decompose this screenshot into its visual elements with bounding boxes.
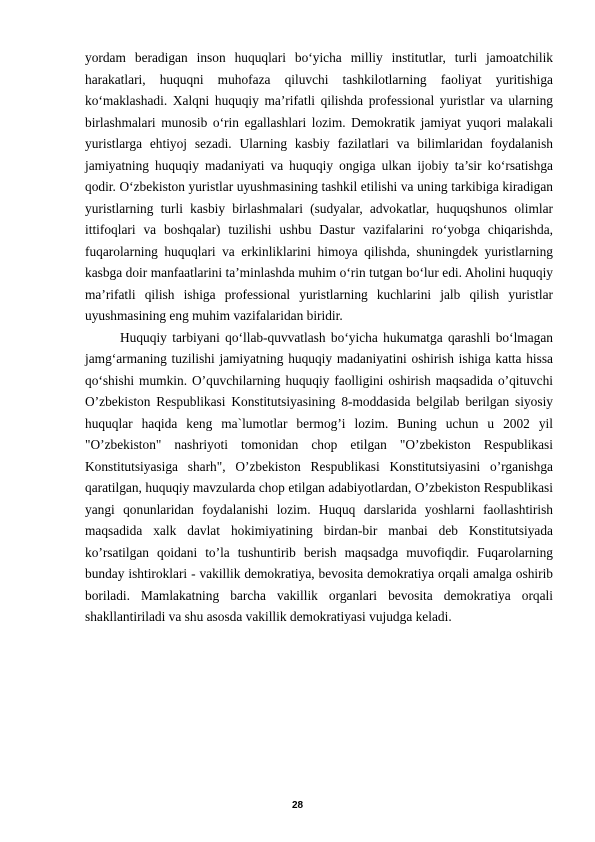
body-text (85, 47, 553, 628)
paragraph-1: yordam beradigan inson huquqlari bo‘yicha milliy institutlar, turli jamoatchilik harakatlari, huquqni muhofaza qiluvchi tashkilotlarning faoliyat yuritishiga ko‘maklashadi. Xalqni huquqiy ma’rifatli qilishda professional yuristlar va ularning birlashmalari munosib o‘rin egallashlari lozim. Demokratik jamiyat yuqori malakali yuristlarga ehtiyoj sezadi. Ularning kasbiy fazilatlari va bilimlaridan foydalanish jamiyatning huquqiy madaniyati va huquqiy ongiga ulkan ijobiy ta’sir ko‘rsatishga qodir. O‘zbekiston yuristlar uyushmasining tashkil etilishi va uning tarkibiga kiradigan yuristlarning turli kasbiy birlashmalari (sudyalar, advokatlar, huquqshunos olimlar ittifoqlari va boshqalar) tuzilishi ushbu Dastur vazifalarini ro‘yobga chiqarishda, fuqarolarning huquqlari va erkinliklarini himoya qilishda, shuningdek yuristlarning kasbga doir manfaatlarini ta’minlashda muhim o‘rin tutgan bo‘lur edi. Aholini huquqiy ma’rifatli qilish ishiga professional yuristlarning kuchlarini jalb qilish yuristlar uyushmasining eng muhim vazifalaridan biridir. (85, 50, 553, 323)
page-number: 28 (291, 800, 304, 811)
paragraph-2: Huquqiy tarbiyani qo‘llab-quvvatlash bo‘yicha hukumatga qarashli bo‘lmagan jamg‘armaning tuzilishi jamiyatning huquqiy madaniyatini oshirish ishiga katta hissa qo‘shishi mumkin. O’quvchilarning huquqiy faolligini oshirish maqsadida o’qituvchi O’zbekiston Respublikasi Konstitutsiyasining 8-moddasida belgilab berilgan siyosiy huquqlar haqida keng ma`lumotlar bermog’i lozim. Buning uchun u 2002 yil "O’zbekiston" nashriyoti tomonidan chop etilgan "O’zbekiston Respublikasi Konstitutsiyasiga sharh", O’zbekiston Respublikasi Konstitutsiyasini o’rganishga qaratilgan, huquqiy mavzularda chop etilgan adabiyotlardan, O’zbekiston Respublikasi yangi qonunlaridan foydalanishi lozim. Huquq darslarida yoshlarni faollashtirish maqsadida xalk davlat hokimiyatining birdan-bir manbai deb Konstitutsiyada ko’rsatilgan qoidani to’la tushuntirib berish maqsadga muvofiqdir. Fuqarolarning bunday ishtiroklari - vakillik demokratiya, bevosita demokratiya orqali amalga oshirib boriladi. Mamlakatning barcha vakillik organlari bevosita demokratiya orqali shakllantiriladi va shu asosda vakillik demokratiyasi vujudga keladi. (85, 329, 553, 624)
